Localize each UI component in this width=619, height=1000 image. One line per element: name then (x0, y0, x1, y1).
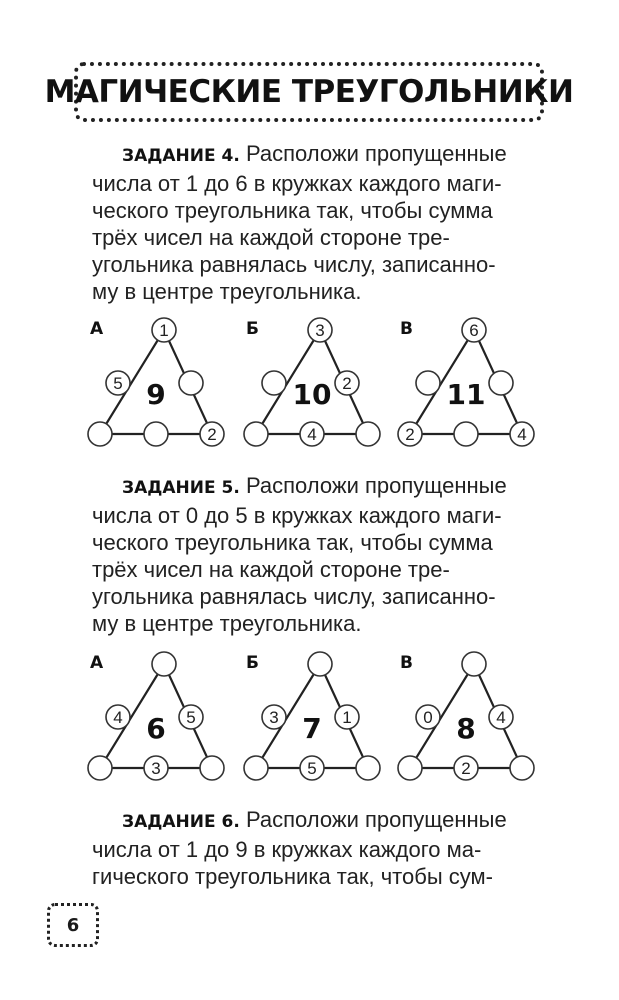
page-title: МАГИЧЕСКИЕ ТРЕУГОЛЬНИКИ (44, 74, 574, 110)
circle-number: 3 (151, 759, 161, 778)
circle-number: 2 (207, 425, 217, 444)
circle-number: 5 (113, 374, 123, 393)
triangle-svg (244, 316, 384, 450)
page-number-text: 6 (66, 914, 80, 936)
circle-number: 4 (517, 425, 527, 444)
triangle-center-sum: 8 (456, 712, 476, 745)
triangle-svg (398, 316, 538, 450)
triangle-svg (88, 650, 228, 784)
triangle-center-sum: 11 (446, 378, 486, 411)
empty-circle[interactable] (489, 371, 513, 395)
triangle-label: А (90, 653, 104, 673)
circle-number: 5 (186, 708, 196, 727)
empty-circle[interactable] (356, 422, 380, 446)
triangle-center-sum: 6 (146, 712, 166, 745)
empty-circle[interactable] (462, 652, 486, 676)
triangle-center-sum: 7 (302, 712, 322, 745)
triangle-label: Б (246, 319, 259, 339)
circle-number: 4 (307, 425, 317, 444)
empty-circle[interactable] (416, 371, 440, 395)
triangle-5b (244, 650, 384, 789)
circle-number: 3 (269, 708, 279, 727)
empty-circle[interactable] (144, 422, 168, 446)
circle-number: 6 (469, 321, 479, 340)
empty-circle[interactable] (152, 652, 176, 676)
page-number (47, 903, 99, 947)
task-4-line: Расположи пропущенные (245, 141, 507, 166)
triangle-label: В (400, 319, 413, 339)
task-5-line: Расположи пропущенные (245, 473, 507, 498)
task-6-line: гического треугольника так, чтобы сум- (92, 864, 493, 889)
empty-circle[interactable] (262, 371, 286, 395)
task-5-line: ческого треугольника так, чтобы сумма (92, 530, 493, 555)
task-5 (92, 472, 538, 637)
triangle-label: А (90, 319, 104, 339)
empty-circle[interactable] (88, 756, 112, 780)
title-frame (44, 62, 574, 122)
triangle-svg (244, 650, 384, 784)
triangle-4a (88, 316, 228, 455)
circle-number: 4 (496, 708, 506, 727)
task-4-line: трёх чисел на каждой стороне тре- (92, 225, 450, 250)
task-4-line: му в центре треугольника. (92, 279, 362, 304)
triangle-4c (398, 316, 538, 455)
triangle-label: В (400, 653, 413, 673)
task-4 (92, 140, 538, 305)
circle-number: 2 (461, 759, 471, 778)
task-6-line: числа от 1 до 9 в кружках каждого ма- (92, 837, 482, 862)
triangle-svg (398, 650, 538, 784)
triangle-center-sum: 9 (146, 378, 166, 411)
task-4-line: ческого треугольника так, чтобы сумма (92, 198, 493, 223)
empty-circle[interactable] (510, 756, 534, 780)
circle-number: 4 (113, 708, 123, 727)
triangle-center-sum: 10 (292, 378, 332, 411)
circle-number: 5 (307, 759, 317, 778)
empty-circle[interactable] (179, 371, 203, 395)
task-5-line: трёх чисел на каждой стороне тре- (92, 557, 450, 582)
circle-number: 1 (342, 708, 352, 727)
triangle-label: Б (246, 653, 259, 673)
circle-number: 0 (423, 708, 433, 727)
triangle-svg (88, 316, 228, 450)
circle-number: 1 (159, 321, 169, 340)
empty-circle[interactable] (88, 422, 112, 446)
task-6-heading: ЗАДАНИЕ 6. (122, 812, 240, 832)
empty-circle[interactable] (356, 756, 380, 780)
circle-number: 2 (342, 374, 352, 393)
task-6-line: Расположи пропущенные (245, 807, 507, 832)
triangle-4b (244, 316, 384, 455)
circle-number: 3 (315, 321, 325, 340)
task-4-heading: ЗАДАНИЕ 4. (122, 146, 240, 166)
task-5-heading: ЗАДАНИЕ 5. (122, 478, 240, 498)
task-5-line: му в центре треугольника. (92, 611, 362, 636)
triangle-5a (88, 650, 228, 789)
triangle-5c (398, 650, 538, 789)
empty-circle[interactable] (200, 756, 224, 780)
task-4-line: угольника равнялась числу, записанно- (92, 252, 496, 277)
empty-circle[interactable] (308, 652, 332, 676)
task-6 (92, 806, 538, 890)
empty-circle[interactable] (244, 756, 268, 780)
empty-circle[interactable] (244, 422, 268, 446)
empty-circle[interactable] (454, 422, 478, 446)
empty-circle[interactable] (398, 756, 422, 780)
task-5-line: числа от 0 до 5 в кружках каждого маги- (92, 503, 502, 528)
task-4-line: числа от 1 до 6 в кружках каждого маги- (92, 171, 502, 196)
task-5-line: угольника равнялась числу, записанно- (92, 584, 496, 609)
circle-number: 2 (405, 425, 415, 444)
